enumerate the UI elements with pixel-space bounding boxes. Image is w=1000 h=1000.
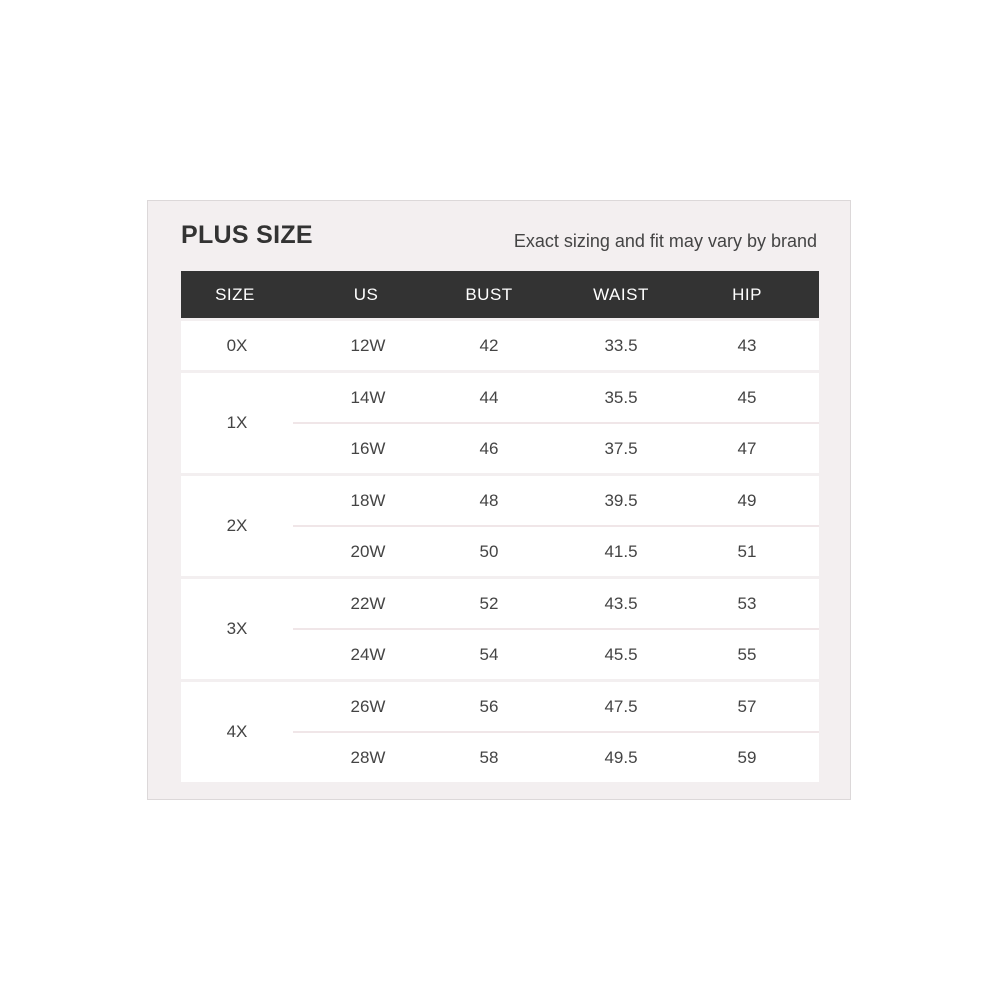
table-row — [293, 731, 819, 782]
hip-cell: 49 — [737, 490, 757, 510]
hip-cell: 53 — [737, 593, 757, 613]
us-cell: 28W — [350, 747, 386, 767]
waist-cell: 41.5 — [604, 541, 638, 561]
size-chart-card — [147, 200, 851, 800]
bust-cell: 52 — [479, 593, 499, 613]
table-row — [293, 628, 819, 679]
hip-cell: 45 — [737, 387, 757, 407]
sizing-note: Exact sizing and fit may vary by brand — [513, 231, 817, 251]
us-cell: 14W — [350, 387, 386, 407]
header-size: SIZE — [215, 284, 255, 304]
size-label: 2X — [226, 516, 248, 535]
bust-cell: 44 — [479, 387, 499, 407]
hip-cell: 51 — [737, 541, 757, 561]
bust-cell: 48 — [479, 490, 499, 510]
size-group-2x — [181, 476, 819, 576]
waist-cell: 49.5 — [604, 747, 638, 767]
waist-cell: 45.5 — [604, 644, 638, 664]
header-bust: BUST — [465, 284, 513, 304]
bust-cell: 50 — [479, 541, 499, 561]
waist-cell: 43.5 — [604, 593, 638, 613]
hip-cell: 57 — [737, 696, 757, 716]
us-cell: 12W — [350, 335, 386, 355]
size-label: 1X — [226, 413, 248, 432]
hip-cell: 47 — [737, 438, 757, 458]
size-label: 3X — [226, 619, 248, 638]
us-cell: 18W — [350, 490, 386, 510]
size-group-3x — [181, 579, 819, 679]
bust-cell: 58 — [479, 747, 499, 767]
header-us: US — [353, 284, 379, 304]
table-row — [293, 476, 819, 525]
size-group-1x — [181, 373, 819, 473]
hip-cell: 55 — [737, 644, 757, 664]
us-cell: 20W — [350, 541, 386, 561]
size-group-4x — [181, 682, 819, 782]
chart-title: PLUS SIZE — [181, 221, 313, 249]
size-label: 4X — [226, 722, 248, 741]
waist-cell: 35.5 — [604, 387, 638, 407]
bust-cell: 46 — [479, 438, 499, 458]
bust-cell: 56 — [479, 696, 499, 716]
hip-cell: 43 — [737, 335, 757, 355]
table-row — [293, 525, 819, 576]
table-header — [181, 271, 819, 318]
waist-cell: 39.5 — [604, 490, 638, 510]
us-cell: 26W — [350, 696, 386, 716]
size-group-0x — [181, 321, 819, 370]
waist-cell: 33.5 — [604, 335, 638, 355]
us-cell: 16W — [350, 438, 386, 458]
table-row — [293, 422, 819, 473]
table-row — [293, 682, 819, 731]
table-row — [293, 579, 819, 628]
header-waist: WAIST — [593, 284, 649, 304]
table-row — [293, 373, 819, 422]
us-cell: 24W — [350, 644, 386, 664]
waist-cell: 47.5 — [604, 696, 638, 716]
size-table — [181, 271, 819, 782]
hip-cell: 59 — [737, 747, 757, 767]
waist-cell: 37.5 — [604, 438, 638, 458]
header-hip: HIP — [732, 284, 762, 304]
table-row — [293, 321, 819, 370]
us-cell: 22W — [350, 593, 386, 613]
bust-cell: 54 — [479, 644, 499, 664]
bust-cell: 42 — [479, 335, 499, 355]
size-label: 0X — [226, 335, 248, 355]
